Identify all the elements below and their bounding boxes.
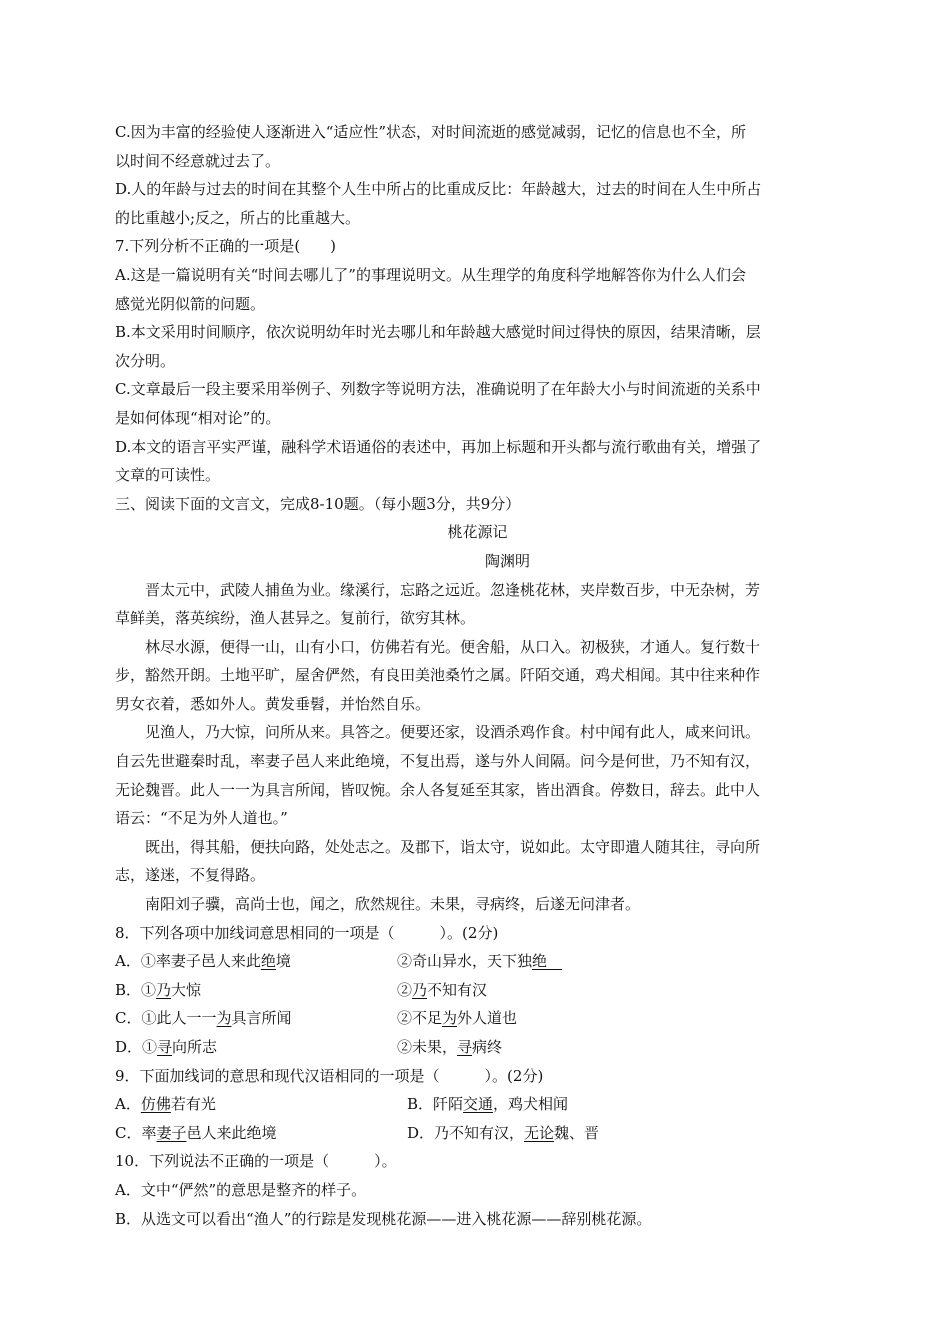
passage-p3-line4: 语云：“不足为外人道也。” bbox=[115, 809, 288, 828]
q8-b-left: B．①乃大惊 bbox=[115, 980, 202, 999]
q8-option-row-d bbox=[115, 1033, 840, 1062]
passage-p3-line3: 无论魏晋。此人一一为具言所闻，皆叹惋。余人各复延至其家，皆出酒食。停数日，辞去。此中人 bbox=[115, 780, 761, 799]
q9-stem: 9．下面加线词的意思和现代汉语相同的一项是（ ）。(2分) bbox=[115, 1066, 544, 1085]
q8-option-row-c bbox=[115, 1004, 840, 1033]
passage-p4-line2: 志，遂迷，不复得路。 bbox=[115, 866, 266, 885]
q6-option-d-line2: 的比重越小;反之，所占的比重越大。 bbox=[115, 208, 361, 227]
q9-a: A．仿佛若有光 bbox=[115, 1095, 216, 1114]
q7-option-d-line1: D.本文的语言平实严谨，融科学术语通俗的表述中，再加上标题和开头都与流行歌曲有关，增强了 bbox=[115, 437, 762, 456]
passage-p2-line2: 步，豁然开朗。土地平旷，屋舍俨然，有良田美池桑竹之属。阡陌交通，鸡犬相闻。其中往来种作 bbox=[115, 666, 761, 685]
passage-author: 陶渊明 bbox=[484, 551, 530, 570]
q7-option-b-line1: B.本文采用时间顺序，依次说明幼年时光去哪儿和年龄越大感觉时间过得快的原因，结果清晰，层 bbox=[115, 323, 761, 342]
q8-stem: 8．下列各项中加线词意思相同的一项是（ ）。(2分) bbox=[115, 923, 499, 942]
q9-d: D．乃不知有汉，无论魏、晋 bbox=[407, 1123, 600, 1142]
q8-a-left: A．①率妻子邑人来此绝境 bbox=[115, 952, 291, 971]
passage-p5-line1: 南阳刘子骥，高尚士也，闻之，欣然规往。未果，寻病终，后遂无问津者。 bbox=[145, 895, 641, 914]
q6-option-d-line1: D.人的年龄与过去的时间在其整个人生中所占的比重成反比：年龄越大，过去的时间在人生中所占 bbox=[115, 180, 762, 199]
q7-option-c-line2: 是如何体现“相对论”的。 bbox=[115, 408, 281, 427]
q8-d-left: D．①寻向所志 bbox=[115, 1038, 218, 1056]
q7-stem: 7.下列分析不正确的一项是( ) bbox=[115, 237, 337, 256]
q8-option-row-a bbox=[115, 947, 840, 976]
q8-c-right: ②不足为外人道也 bbox=[397, 1009, 518, 1028]
q6-option-c-line2: 以时间不经意就过去了。 bbox=[115, 151, 281, 170]
q9-option-row-ab bbox=[115, 1090, 840, 1119]
section3-heading: 三、阅读下面的文言文，完成8-10题。（每小题3分，共9分） bbox=[115, 494, 521, 513]
q8-c-left: C．①此人一一为具言所闻 bbox=[115, 1009, 292, 1028]
q7-option-c-line1: C.文章最后一段主要采用举例子、列数字等说明方法，准确说明了在年龄大小与时间流逝的关系中 bbox=[115, 380, 761, 399]
q10-option-a: A．文中“俨然”的意思是整齐的样子。 bbox=[115, 1180, 367, 1199]
passage-p3-line2: 自云先世避秦时乱，率妻子邑人来此绝境，不复出焉，遂与外人间隔。问今是何世，乃不知有汉， bbox=[115, 752, 761, 771]
q8-a-right: ②奇山异水，天下独绝 bbox=[397, 952, 563, 971]
passage-p2-line1: 林尽水源，便得一山，山有小口，仿佛若有光。便舍船，从口入。初极狭，才通人。复行数十 bbox=[145, 637, 761, 656]
q7-option-d-line2: 文章的可读性。 bbox=[115, 466, 221, 485]
passage-p3-line1: 见渔人，乃大惊，问所从来。具答之。便要还家，设酒杀鸡作食。村中闻有此人，咸来问讯。 bbox=[145, 723, 761, 742]
passage-p4-line1: 既出，得其船，便扶向路，处处志之。及郡下，诣太守，说如此。太守即遣人随其往，寻向所 bbox=[145, 837, 761, 856]
passage-p2-line3: 男女衣着，悉如外人。黄发垂髫，并怡然自乐。 bbox=[115, 694, 431, 713]
passage-p1-line2: 草鲜美，落英缤纷，渔人甚异之。复前行，欲穷其林。 bbox=[115, 609, 476, 628]
q9-c: C．率妻子邑人来此绝境 bbox=[115, 1123, 277, 1142]
q8-d-right: ②未果，寻病终 bbox=[397, 1038, 503, 1056]
passage-p1-line1: 晋太元中，武陵人捕鱼为业。缘溪行，忘路之远近。忽逢桃花林，夹岸数百步，中无杂树，芳 bbox=[145, 580, 761, 599]
q10-stem: 10．下列说法不正确的一项是（ ）。 bbox=[115, 1152, 397, 1171]
q10-option-b: B．从选文可以看出“渔人”的行踪是发现桃花源——进入桃花源——辞别桃花源。 bbox=[115, 1209, 652, 1228]
q7-option-b-line2: 次分明。 bbox=[115, 351, 176, 370]
q9-option-row-cd bbox=[115, 1119, 840, 1148]
q7-option-a-line2: 感觉光阴似箭的问题。 bbox=[115, 294, 266, 313]
passage-title: 桃花源记 bbox=[447, 523, 508, 542]
exam-page bbox=[115, 118, 840, 1233]
q7-option-a-line1: A.这是一篇说明有关“时间去哪儿了”的事理说明文。从生理学的角度科学地解答你为什么人们会 bbox=[115, 265, 746, 284]
q8-b-right: ②乃不知有汉 bbox=[397, 980, 488, 999]
q6-option-c-line1: C.因为丰富的经验使人逐渐进入“适应性”状态，对时间流逝的感觉减弱，记忆的信息也不全，所 bbox=[115, 123, 747, 141]
q8-option-row-b bbox=[115, 976, 840, 1005]
q9-b: B．阡陌交通，鸡犬相闻 bbox=[407, 1095, 569, 1114]
